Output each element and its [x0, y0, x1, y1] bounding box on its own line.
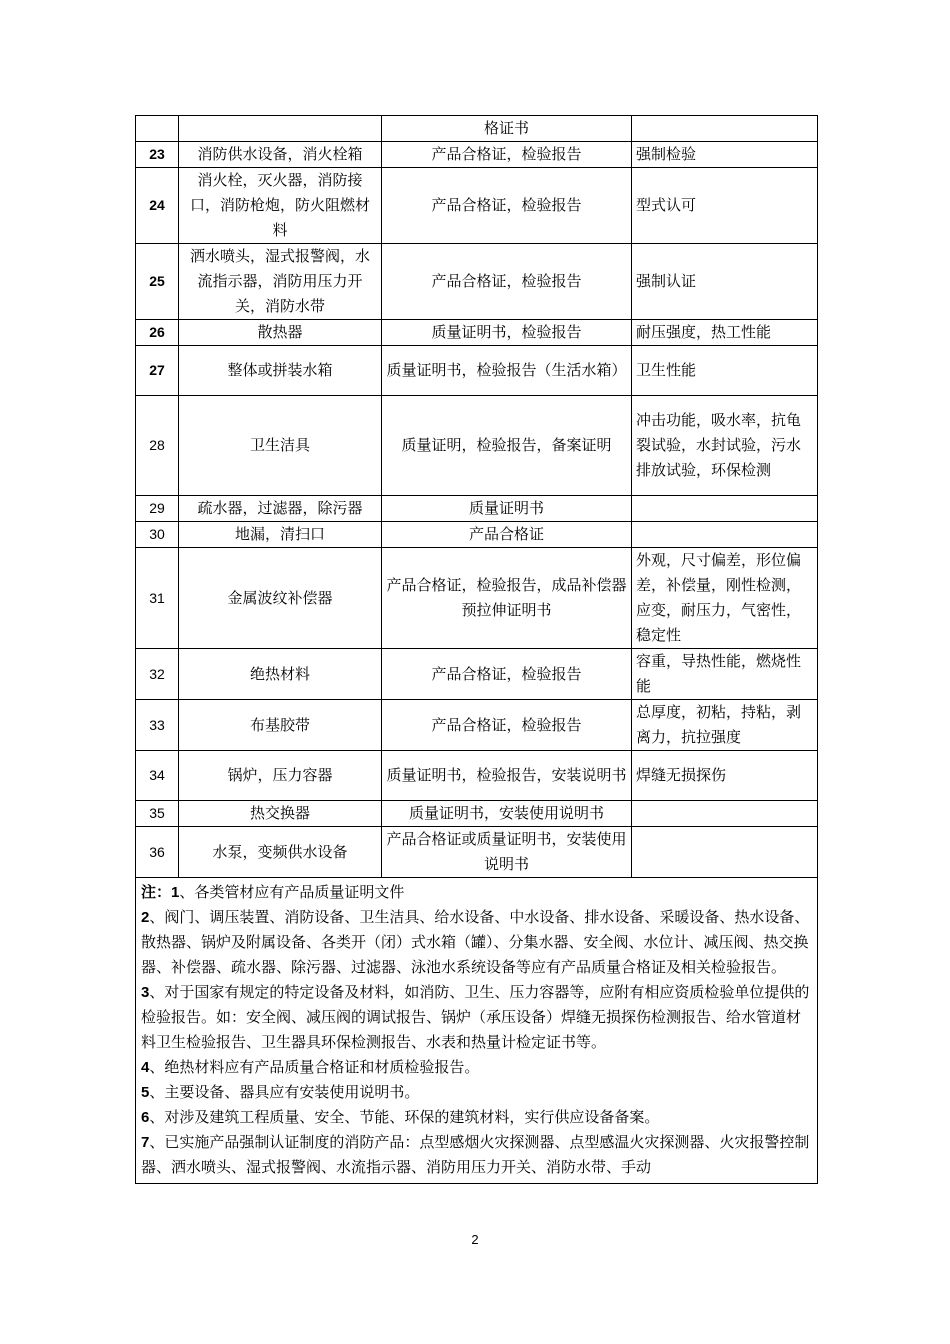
note-line-3: [141, 980, 812, 1055]
material-name-cell: 热交换器: [179, 801, 382, 827]
row-number-cell: 29: [136, 496, 179, 522]
requirement-cell: 总厚度，初粘，持粘，剥离力，抗拉强度: [632, 700, 818, 751]
material-name-cell: 卫生洁具: [179, 396, 382, 496]
material-name-cell: 金属波纹补偿器: [179, 548, 382, 649]
note-text: 、阀门、调压装置、消防设备、卫生洁具、给水设备、中水设备、排水设备、采暖设备、热水设备、散热器、锅炉及附属设备、各类开（闭）式水箱（罐）、分集水器、安全阀、水位计、减压阀、热交换器、补偿器、疏水器、除污器、过滤器、泳池水系统设备等应有产品质量合格证及相关检验报告。: [141, 908, 810, 976]
table-row: [136, 496, 818, 522]
row-number-cell: 27: [136, 346, 179, 396]
requirement-cell: 冲击功能，吸水率，抗龟裂试验，水封试验，污水排放试验，环保检测: [632, 396, 818, 496]
document-cell: 产品合格证，检验报告: [382, 244, 632, 320]
table-row: [136, 700, 818, 751]
note-text: 、已实施产品强制认证制度的消防产品：点型感烟火灾探测器、点型感温火灾探测器、火灾报警控制器、洒水喷头、湿式报警阀、水流指示器、消防用压力开关、消防水带、手动: [141, 1133, 810, 1176]
table-row: [136, 346, 818, 396]
document-cell: 产品合格证，检验报告: [382, 168, 632, 244]
note-number: 4: [141, 1059, 150, 1076]
notes-prefix: 注：: [141, 884, 172, 901]
row-number-cell: 26: [136, 320, 179, 346]
table-row: [136, 801, 818, 827]
note-number: 7: [141, 1134, 150, 1151]
note-text: 、绝热材料应有产品质量合格证和材质检验报告。: [149, 1058, 480, 1076]
material-name-cell: 地漏，清扫口: [179, 522, 382, 548]
document-cell: 产品合格证，检验报告: [382, 142, 632, 168]
requirement-cell: 焊缝无损探伤: [632, 751, 818, 801]
row-number-cell: 24: [136, 168, 179, 244]
note-number: 5: [141, 1084, 150, 1101]
requirement-cell: [632, 116, 818, 142]
notes-cell: [136, 878, 818, 1184]
row-number-cell: 33: [136, 700, 179, 751]
document-cell: 产品合格证: [382, 522, 632, 548]
material-name-cell: [179, 116, 382, 142]
table-row: [136, 396, 818, 496]
requirement-cell: 型式认可: [632, 168, 818, 244]
row-number-cell: 25: [136, 244, 179, 320]
table-row: [136, 320, 818, 346]
note-number: 2: [141, 909, 150, 926]
requirement-cell: 耐压强度，热工性能: [632, 320, 818, 346]
table-row: [136, 116, 818, 142]
material-name-cell: 整体或拼装水箱: [179, 346, 382, 396]
material-name-cell: 消火栓，灭火器，消防接口，消防枪炮，防火阻燃材料: [179, 168, 382, 244]
requirement-cell: [632, 827, 818, 878]
row-number-cell: 35: [136, 801, 179, 827]
table-row: [136, 168, 818, 244]
material-name-cell: 绝热材料: [179, 649, 382, 700]
table-row: [136, 751, 818, 801]
document-cell: 产品合格证，检验报告，成品补偿器预拉伸证明书: [382, 548, 632, 649]
table-body: [136, 116, 818, 878]
document-cell: 产品合格证，检验报告: [382, 700, 632, 751]
document-cell: 质量证明书，检验报告（生活水箱）: [382, 346, 632, 396]
row-number-cell: 34: [136, 751, 179, 801]
note-text: 、对涉及建筑工程质量、安全、节能、环保的建筑材料，实行供应设备备案。: [149, 1108, 660, 1126]
note-text: 、对于国家有规定的特定设备及材料，如消防、卫生、压力容器等，应附有相应资质检验单位提供的检验报告。如：安全阀、减压阀的调试报告、锅炉（承压设备）焊缝无损探伤检测报告、给水管道材料卫生检验报告、卫生器具环保检测报告、水表和热量计检定证书等。: [141, 983, 810, 1051]
note-line-4: [141, 1055, 812, 1080]
material-name-cell: 水泵，变频供水设备: [179, 827, 382, 878]
note-line-1: [141, 880, 812, 905]
table-row: [136, 548, 818, 649]
row-number-cell: 28: [136, 396, 179, 496]
row-number-cell: 31: [136, 548, 179, 649]
page-number: 2: [471, 1232, 479, 1247]
document-cell: 产品合格证或质量证明书，安装使用说明书: [382, 827, 632, 878]
table-row: [136, 649, 818, 700]
requirement-cell: [632, 522, 818, 548]
requirement-cell: 外观，尺寸偏差，形位偏差，补偿量，刚性检测，应变，耐压力，气密性，稳定性: [632, 548, 818, 649]
table-row: [136, 142, 818, 168]
requirement-cell: [632, 801, 818, 827]
row-number-cell: [136, 116, 179, 142]
note-number: 6: [141, 1109, 150, 1126]
document-cell: 质量证明，检验报告，备案证明: [382, 396, 632, 496]
note-line-6: [141, 1105, 812, 1130]
table-row: [136, 827, 818, 878]
note-number: 1: [171, 884, 180, 901]
note-text: 、主要设备、器具应有安装使用说明书。: [149, 1083, 420, 1101]
note-number: 3: [141, 984, 150, 1001]
document-cell: 质量证明书，检验报告，安装说明书: [382, 751, 632, 801]
table-row: [136, 522, 818, 548]
requirement-cell: 卫生性能: [632, 346, 818, 396]
document-cell: 产品合格证，检验报告: [382, 649, 632, 700]
document-cell: 质量证明书: [382, 496, 632, 522]
row-number-cell: 36: [136, 827, 179, 878]
row-number-cell: 32: [136, 649, 179, 700]
note-line-5: [141, 1080, 812, 1105]
requirement-cell: [632, 496, 818, 522]
requirement-cell: 强制认证: [632, 244, 818, 320]
document-cell: 质量证明书，安装使用说明书: [382, 801, 632, 827]
material-name-cell: 布基胶带: [179, 700, 382, 751]
document-cell: 格证书: [382, 116, 632, 142]
note-line-2: [141, 905, 812, 980]
requirement-cell: 容重，导热性能，燃烧性能: [632, 649, 818, 700]
material-name-cell: 消防供水设备，消火栓箱: [179, 142, 382, 168]
notes-row: [136, 878, 818, 1184]
document-cell: 质量证明书，检验报告: [382, 320, 632, 346]
note-line-7: [141, 1130, 812, 1180]
note-text: 、各类管材应有产品质量证明文件: [179, 883, 405, 901]
requirement-cell: 强制检验: [632, 142, 818, 168]
row-number-cell: 23: [136, 142, 179, 168]
material-name-cell: 洒水喷头，湿式报警阀，水流指示器，消防用压力开关，消防水带: [179, 244, 382, 320]
material-name-cell: 疏水器，过滤器，除污器: [179, 496, 382, 522]
materials-table: [135, 115, 818, 1184]
table-row: [136, 244, 818, 320]
row-number-cell: 30: [136, 522, 179, 548]
material-name-cell: 锅炉，压力容器: [179, 751, 382, 801]
material-name-cell: 散热器: [179, 320, 382, 346]
